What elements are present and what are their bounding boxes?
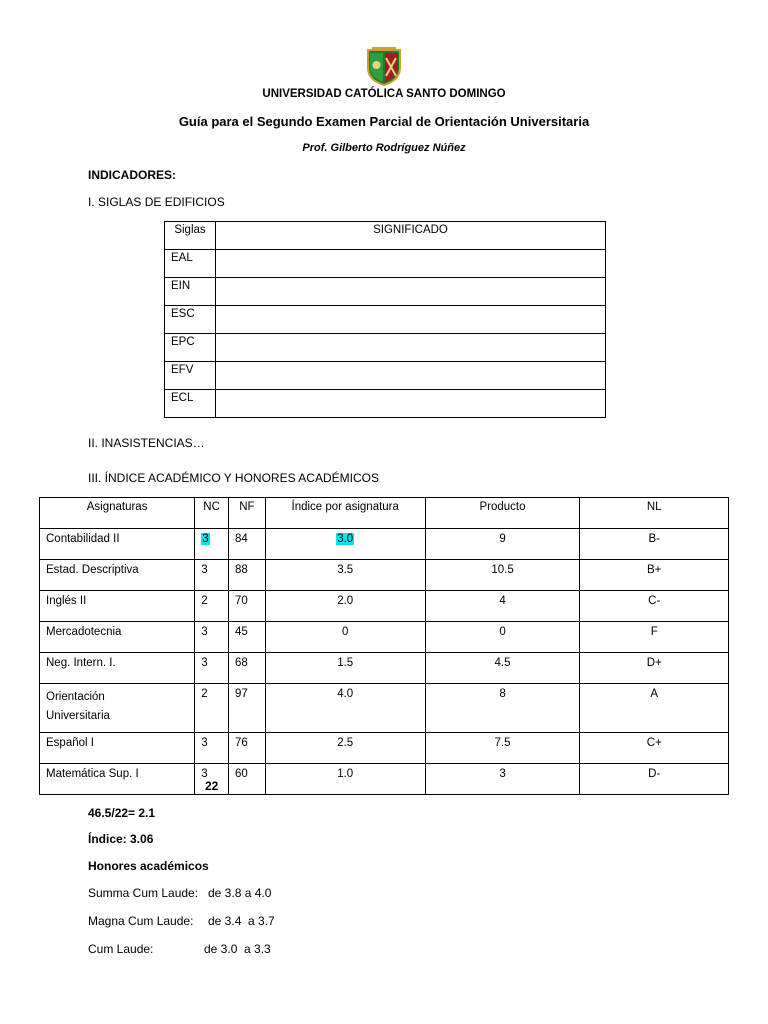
- table-row: [40, 560, 729, 591]
- indice-cell: 1.0: [265, 764, 425, 795]
- sigla-cell: EPC: [165, 334, 216, 362]
- nc-cell: [195, 529, 229, 560]
- significado-cell: [216, 390, 606, 418]
- table-row: [165, 334, 606, 362]
- nf-cell: 68: [229, 653, 266, 684]
- nc-cell: 2: [195, 684, 229, 733]
- table-row: [40, 684, 729, 733]
- guide-title: Guía para el Segundo Examen Parcial de Orientación Universitaria: [178, 114, 590, 129]
- siglas-header-row: [165, 222, 606, 250]
- indice-cell: 2.5: [265, 733, 425, 764]
- table-row: [165, 250, 606, 278]
- nf-cell: 97: [229, 684, 266, 733]
- table-row: [165, 306, 606, 334]
- asignatura-cell: Matemática Sup. I: [40, 764, 195, 795]
- section-siglas: I. SIGLAS DE EDIFICIOS: [88, 195, 225, 209]
- nf-cell: 88: [229, 560, 266, 591]
- total-nc: 22: [205, 779, 219, 793]
- nl-cell: A: [580, 684, 729, 733]
- significado-cell: [216, 306, 606, 334]
- sigla-cell: EIN: [165, 278, 216, 306]
- highlighted-nc: 3: [202, 533, 209, 545]
- honor-magna-range: de 3.4 a 3.7: [208, 914, 275, 928]
- nf-cell: 84: [229, 529, 266, 560]
- producto-cell: 3: [425, 764, 580, 795]
- header-siglas: Siglas: [165, 222, 216, 250]
- producto-cell: 0: [425, 622, 580, 653]
- header-significado: SIGNIFICADO: [216, 222, 606, 250]
- header-asignaturas: Asignaturas: [40, 498, 195, 529]
- sigla-cell: ESC: [165, 306, 216, 334]
- indice-cell: 0: [265, 622, 425, 653]
- table-row: [40, 653, 729, 684]
- nl-cell: B-: [580, 529, 729, 560]
- university-name: UNIVERSIDAD CATÓLICA SANTO DOMINGO: [262, 88, 506, 100]
- nc-cell: 3: [195, 764, 229, 795]
- nc-cell: 3: [195, 560, 229, 591]
- honores-title: Honores académicos: [88, 859, 209, 873]
- producto-cell: 7.5: [425, 733, 580, 764]
- honor-magna-name: Magna Cum Laude:: [88, 914, 194, 928]
- nf-cell: 45: [229, 622, 266, 653]
- nf-cell: 76: [229, 733, 266, 764]
- nl-cell: F: [580, 622, 729, 653]
- header-indice: Índice por asignatura: [265, 498, 425, 529]
- nl-cell: B+: [580, 560, 729, 591]
- grades-table: [39, 497, 729, 795]
- table-row: [40, 529, 729, 560]
- sigla-cell: ECL: [165, 390, 216, 418]
- indice-cell: 2.0: [265, 591, 425, 622]
- significado-cell: [216, 362, 606, 390]
- section-inasistencias: II. INASISTENCIAS…: [88, 436, 205, 450]
- honor-summa-name: Summa Cum Laude:: [88, 886, 199, 900]
- honor-cum-name: Cum Laude:: [88, 942, 154, 956]
- header-producto: Producto: [425, 498, 580, 529]
- producto-cell: 9: [425, 529, 580, 560]
- highlighted-indice: 3.0: [337, 533, 354, 545]
- nl-cell: C-: [580, 591, 729, 622]
- nl-cell: D+: [580, 653, 729, 684]
- nf-cell: 60: [229, 764, 266, 795]
- asignatura-cell: Orientación Universitaria: [40, 684, 195, 733]
- sigla-cell: EAL: [165, 250, 216, 278]
- producto-cell: 4.5: [425, 653, 580, 684]
- grades-header-row: [40, 498, 729, 529]
- table-row: [40, 591, 729, 622]
- table-row: [165, 278, 606, 306]
- producto-cell: 4: [425, 591, 580, 622]
- asignatura-cell: Contabilidad II: [40, 529, 195, 560]
- table-row: [165, 362, 606, 390]
- honor-summa-range: de 3.8 a 4.0: [208, 886, 272, 900]
- nc-cell: 2: [195, 591, 229, 622]
- indice-cell: [265, 529, 425, 560]
- indice-text: Índice: 3.06: [88, 832, 154, 846]
- section-indice: III. ÍNDICE ACADÉMICO Y HONORES ACADÉMICOS: [88, 471, 379, 485]
- table-row: [40, 622, 729, 653]
- nl-cell: D-: [580, 764, 729, 795]
- indice-cell: 3.5: [265, 560, 425, 591]
- nc-cell: 3: [195, 653, 229, 684]
- header-nl: NL: [580, 498, 729, 529]
- indice-cell: 1.5: [265, 653, 425, 684]
- table-row: [40, 733, 729, 764]
- table-row: [40, 764, 729, 795]
- asignatura-cell: Estad. Descriptiva: [40, 560, 195, 591]
- table-row: [165, 390, 606, 418]
- asignatura-cell: Inglés II: [40, 591, 195, 622]
- header-nc: NC: [195, 498, 229, 529]
- calculation-text: 46.5/22= 2.1: [88, 806, 156, 820]
- professor-name: Prof. Gilberto Rodríguez Núñez: [302, 142, 466, 154]
- producto-cell: 10.5: [425, 560, 580, 591]
- asignatura-cell: Español I: [40, 733, 195, 764]
- asignatura-cell: Mercadotecnia: [40, 622, 195, 653]
- significado-cell: [216, 250, 606, 278]
- nf-cell: 70: [229, 591, 266, 622]
- significado-cell: [216, 278, 606, 306]
- significado-cell: [216, 334, 606, 362]
- asignatura-cell: Neg. Intern. I.: [40, 653, 195, 684]
- honor-cum-range: de 3.0 a 3.3: [204, 942, 271, 956]
- producto-cell: 8: [425, 684, 580, 733]
- header-nf: NF: [229, 498, 266, 529]
- indice-cell: 4.0: [265, 684, 425, 733]
- siglas-table: [164, 221, 606, 418]
- sigla-cell: EFV: [165, 362, 216, 390]
- nc-cell: 3: [195, 733, 229, 764]
- university-logo: [366, 46, 402, 86]
- section-indicadores: INDICADORES:: [88, 168, 177, 182]
- nl-cell: C+: [580, 733, 729, 764]
- nc-cell: 3: [195, 622, 229, 653]
